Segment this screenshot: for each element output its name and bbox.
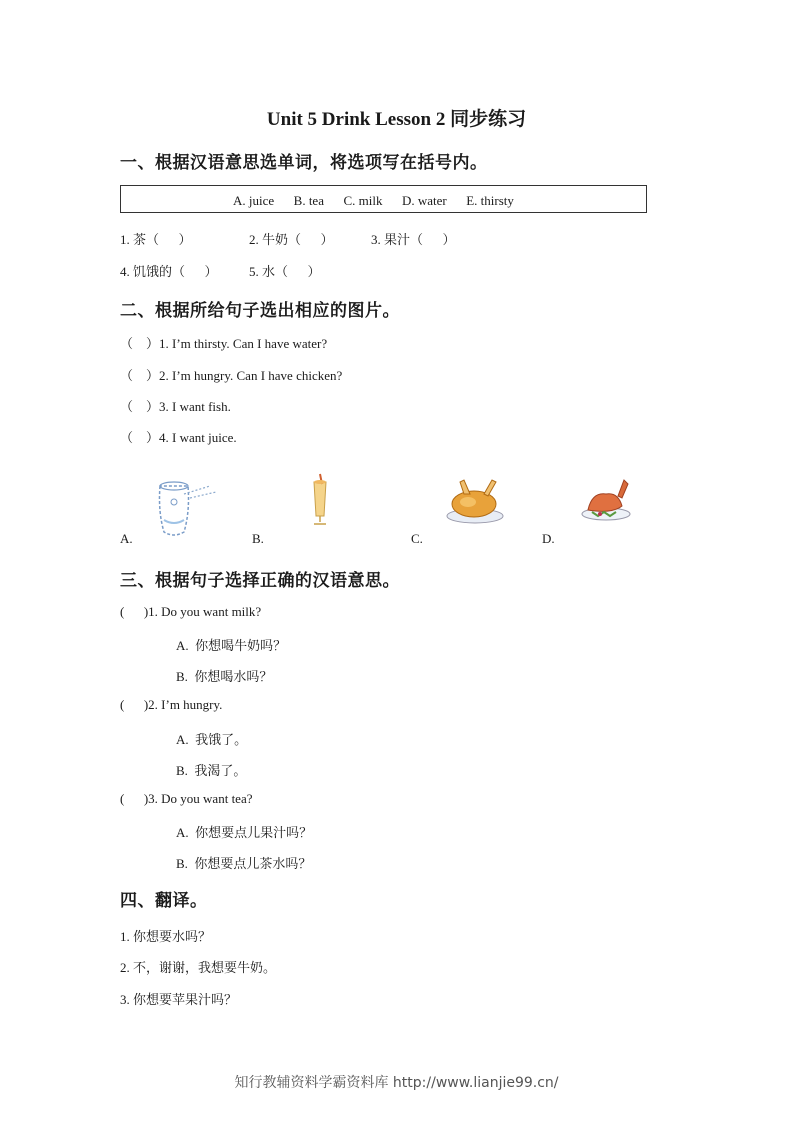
fill-item-1: 1. 茶（ ）: [120, 232, 192, 247]
choice-question-3: ( )3. Do you want tea?: [120, 791, 253, 806]
match-item-2: （ ）2. I’m hungry. Can I have chicken?: [120, 368, 343, 383]
fill-item-3: 3. 果汁（ ）: [371, 232, 456, 247]
word-bank: A. juice B. tea C. milk D. water E. thirsty: [233, 193, 514, 208]
picture-label-a: A.: [120, 531, 133, 546]
fish-dish-icon: [578, 476, 634, 524]
translate-item-1: 1. 你想要水吗？: [120, 929, 212, 944]
section3-heading: 三、根据句子选择正确的汉语意思。: [120, 571, 400, 591]
footer-watermark: 知行教辅资料学霸资料库 http://www.lianjie99.cn/: [234, 1075, 559, 1091]
translate-item-2: 2. 不，谢谢，我想要牛奶。: [120, 960, 277, 975]
choice-1-option-a: A. 你想喝牛奶吗？: [176, 638, 287, 653]
fill-item-2: 2. 牛奶（ ）: [249, 232, 334, 247]
choice-3-option-b: B. 你想要点儿茶水吗？: [176, 856, 312, 871]
word-bank-box: [120, 185, 647, 213]
section1-heading: 一、根据汉语意思选单词，将选项写在括号内。: [120, 153, 488, 173]
match-item-4: （ ）4. I want juice.: [120, 430, 237, 445]
choice-1-option-b: B. 你想喝水吗？: [176, 669, 273, 684]
picture-label-d: D.: [542, 531, 555, 546]
water-glass-icon: [150, 472, 220, 540]
fill-item-5: 5. 水（ ）: [249, 264, 321, 279]
fill-item-4: 4. 饥饿的（ ）: [120, 264, 218, 279]
section4-heading: 四、翻译。: [120, 891, 208, 911]
roast-chicken-icon: [444, 474, 506, 526]
choice-3-option-a: A. 你想要点儿果汁吗？: [176, 825, 313, 840]
translate-item-3: 3. 你想要苹果汁吗？: [120, 992, 238, 1007]
match-item-1: （ ）1. I’m thirsty. Can I have water?: [120, 336, 328, 351]
match-item-3: （ ）3. I want fish.: [120, 399, 231, 414]
page-title: Unit 5 Drink Lesson 2 同步练习: [266, 109, 527, 130]
choice-2-option-a: A. 我饿了。: [176, 732, 248, 747]
picture-label-c: C.: [411, 531, 423, 546]
choice-2-option-b: B. 我渴了。: [176, 763, 247, 778]
choice-question-1: ( )1. Do you want milk?: [120, 604, 262, 619]
section2-heading: 二、根据所给句子选出相应的图片。: [120, 301, 400, 321]
picture-label-b: B.: [252, 531, 264, 546]
choice-question-2: ( )2. I’m hungry.: [120, 697, 223, 712]
juice-glass-icon: [306, 472, 336, 528]
